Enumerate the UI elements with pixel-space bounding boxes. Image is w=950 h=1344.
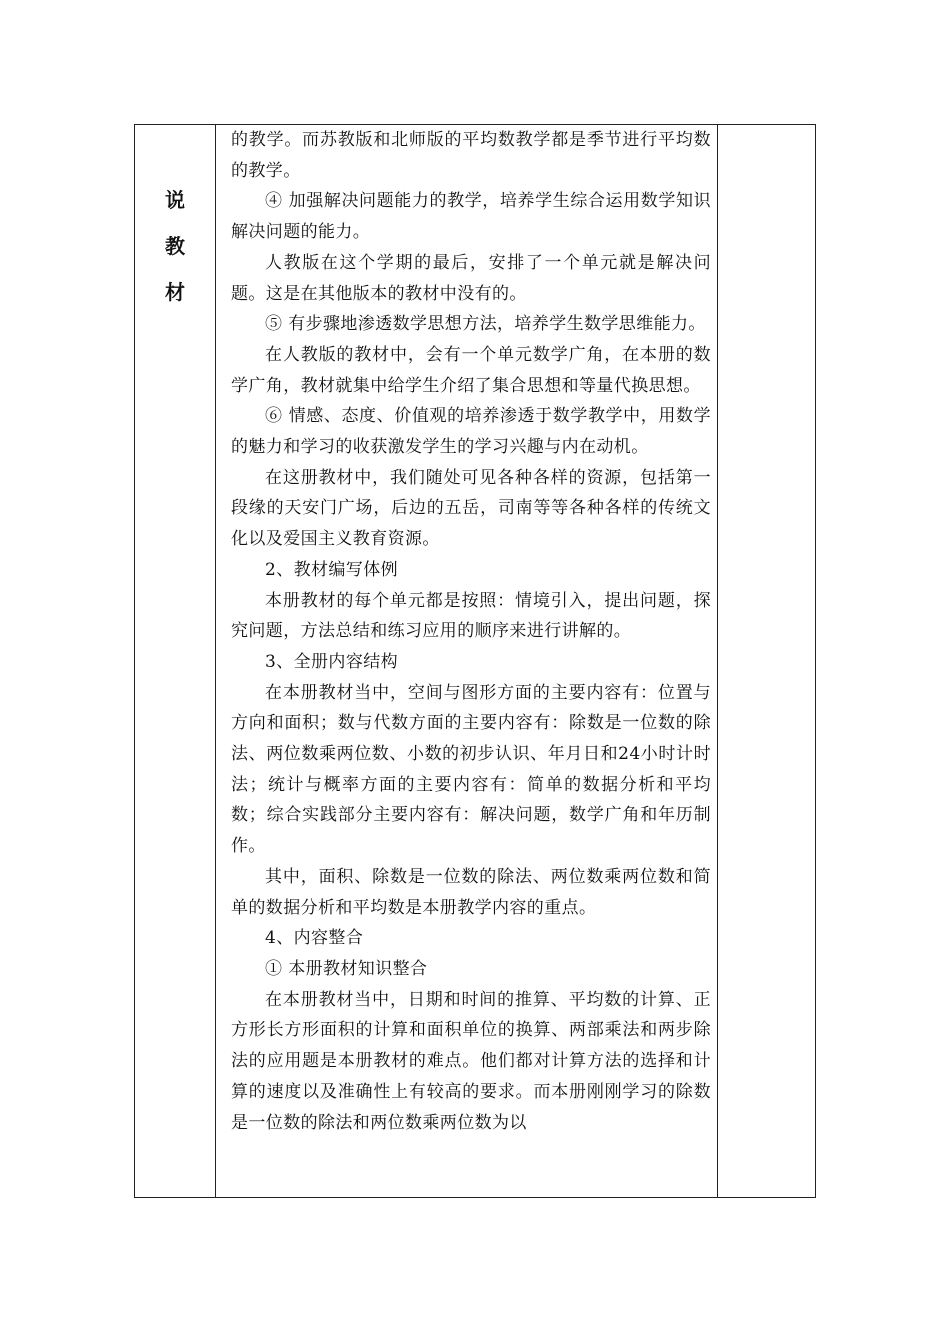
paragraph: 其中，面积、除数是一位数的除法、两位数乘两位数和简单的数据分析和平均数是本册教学内容的重点。 [231, 866, 711, 918]
section-heading: 3、全册内容结构 [265, 651, 399, 672]
paragraph: 在本册教材当中，日期和时间的推算、平均数的计算、正方形长方形面积的计算和面积单位的换算、两部乘法和两步除法的应用题是本册教材的难点。他们都对计算方法的选择和计算的速度以及准确性上有较高的要求。而本册刚刚学习的除数是一位数的除法和两位数乘两位数为以 [231, 989, 711, 1133]
subsection-heading: ① 本册教材知识整合 [265, 958, 428, 979]
paragraph: 在这册教材中，我们随处可见各种各样的资源，包括第一段缘的天安门广场，后边的五岳，司南等等各种各样的传统文化以及爱国主义教育资源。 [231, 467, 711, 550]
paragraph: ⑤ 有步骤地渗透数学思想方法，培养学生数学思维能力。 [265, 314, 706, 335]
paragraph: ④ 加强解决问题能力的教学，培养学生综合运用数学知识解决问题的能力。 [231, 191, 711, 243]
column-divider-right [717, 125, 718, 1197]
paragraph: 的教学。而苏教版和北师版的平均数教学都是季节进行平均数的教学。 [231, 130, 711, 181]
content-cell [231, 125, 711, 1138]
section-label [135, 177, 215, 315]
section-label-char: 教 [165, 234, 185, 258]
paragraph: 本册教材的每个单元都是按照：情境引入，提出问题，探究问题，方法总结和练习应用的顺序来进行讲解的。 [231, 590, 711, 642]
section-heading: 4、内容整合 [265, 928, 364, 949]
column-divider-left [215, 125, 216, 1197]
section-label-char: 说 [165, 188, 185, 212]
paragraph: 人教版在这个学期的最后，安排了一个单元就是解决问题。这是在其他版本的教材中没有的。 [231, 252, 711, 304]
section-heading: 2、教材编写体例 [265, 559, 399, 580]
paragraph: 在人教版的教材中，会有一个单元数学广角，在本册的数学广角，教材就集中给学生介绍了集合思想和等量代换思想。 [231, 344, 711, 396]
section-label-char: 材 [165, 280, 185, 304]
paragraph: ⑥ 情感、态度、价值观的培养渗透于数学教学中，用数学的魅力和学习的收获激发学生的学习兴趣与内在动机。 [231, 406, 711, 458]
document-table [134, 124, 816, 1198]
paragraph: 在本册教材当中，空间与图形方面的主要内容有：位置与方向和面积；数与代数方面的主要内容有：除数是一位数的除法、两位数乘两位数、小数的初步认识、年月日和24小时计时法；统计与概率方面的主要内容有：简单的数据分析和平均数；综合实践部分主要内容有：解决问题，数学广角和年历制作。 [231, 682, 711, 857]
